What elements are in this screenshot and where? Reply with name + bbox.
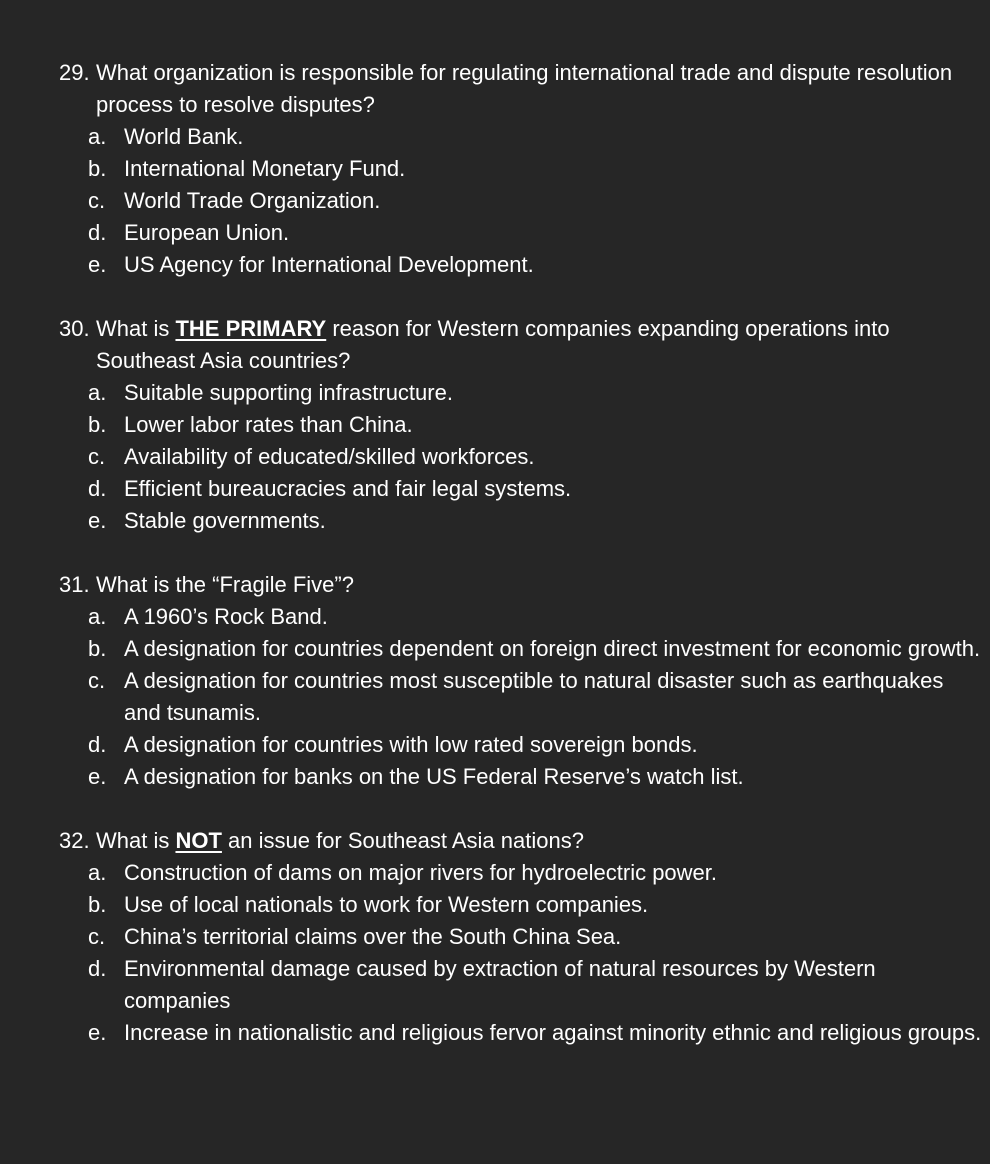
question-29-stem	[0, 57, 990, 121]
question-text-before: What is	[96, 828, 176, 853]
question-32-stem	[0, 825, 990, 857]
option-32-a	[0, 857, 990, 889]
option-text: Availability of educated/skilled workforces.	[124, 444, 535, 469]
option-text: Construction of dams on major rivers for hydroelectric power.	[124, 860, 718, 885]
option-text: Use of local nationals to work for Western companies.	[124, 892, 649, 917]
option-29-a	[0, 121, 990, 153]
option-text: World Trade Organization.	[124, 188, 381, 213]
option-text: China’s territorial claims over the South China Sea.	[124, 924, 622, 949]
option-letter: c.	[88, 188, 106, 213]
option-31-d	[0, 729, 990, 761]
question-emphasis: THE PRIMARY	[175, 316, 327, 341]
option-text: Lower labor rates than China.	[124, 412, 413, 437]
option-letter: e.	[88, 1020, 107, 1045]
option-text: A designation for countries dependent on foreign direct investment for economic growth.	[124, 636, 981, 661]
option-30-e	[0, 505, 990, 537]
option-letter: c.	[88, 444, 106, 469]
option-31-c	[0, 665, 990, 729]
question-29	[0, 57, 990, 281]
option-31-e	[0, 761, 990, 793]
question-number: 32.	[59, 828, 90, 853]
option-32-b	[0, 889, 990, 921]
option-30-c	[0, 441, 990, 473]
question-number: 30.	[59, 316, 90, 341]
question-text: What is the “Fragile Five”?	[96, 572, 354, 597]
option-30-a	[0, 377, 990, 409]
option-text: US Agency for International Development.	[124, 252, 534, 277]
option-29-c	[0, 185, 990, 217]
option-32-d	[0, 953, 990, 1017]
question-number: 29.	[59, 60, 90, 85]
question-30-stem	[0, 313, 990, 377]
question-number: 31.	[59, 572, 90, 597]
option-letter: c.	[88, 668, 106, 693]
option-text: A 1960’s Rock Band.	[124, 604, 328, 629]
question-31	[0, 569, 990, 793]
option-letter: a.	[88, 860, 107, 885]
option-text: Stable governments.	[124, 508, 326, 533]
question-text-after: an issue for Southeast Asia nations?	[221, 828, 584, 853]
option-text: A designation for countries most susceptible to natural disaster such as earthquakes and tsunamis.	[124, 668, 944, 725]
option-30-b	[0, 409, 990, 441]
option-29-b	[0, 153, 990, 185]
option-letter: a.	[88, 604, 107, 629]
question-31-stem	[0, 569, 990, 601]
option-29-e	[0, 249, 990, 281]
option-letter: d.	[88, 220, 107, 245]
option-text: Suitable supporting infrastructure.	[124, 380, 453, 405]
question-30	[0, 313, 990, 537]
option-letter: a.	[88, 380, 107, 405]
option-32-c	[0, 921, 990, 953]
option-text: Efficient bureaucracies and fair legal systems.	[124, 476, 572, 501]
option-text: European Union.	[124, 220, 290, 245]
option-letter: e.	[88, 764, 107, 789]
option-letter: b.	[88, 636, 107, 661]
option-30-d	[0, 473, 990, 505]
quiz-document	[0, 57, 990, 1081]
option-letter: e.	[88, 508, 107, 533]
option-letter: b.	[88, 892, 107, 917]
question-text-after: reason for Western companies expanding operations into Southeast Asia countries?	[96, 316, 890, 373]
option-letter: b.	[88, 156, 107, 181]
option-letter: d.	[88, 476, 107, 501]
option-text: A designation for countries with low rated sovereign bonds.	[124, 732, 698, 757]
option-letter: b.	[88, 412, 107, 437]
option-31-a	[0, 601, 990, 633]
option-text: Environmental damage caused by extraction of natural resources by Western companies	[124, 956, 876, 1013]
option-text: International Monetary Fund.	[124, 156, 406, 181]
option-text: World Bank.	[124, 124, 244, 149]
option-letter: d.	[88, 956, 107, 981]
option-text: A designation for banks on the US Federal Reserve’s watch list.	[124, 764, 744, 789]
option-text: Increase in nationalistic and religious fervor against minority ethnic and religious groups.	[124, 1020, 982, 1045]
option-letter: c.	[88, 924, 106, 949]
option-32-e	[0, 1017, 990, 1049]
option-29-d	[0, 217, 990, 249]
option-letter: a.	[88, 124, 107, 149]
question-text-before: What is	[96, 316, 176, 341]
option-31-b	[0, 633, 990, 665]
question-32	[0, 825, 990, 1049]
question-emphasis: NOT	[175, 828, 222, 853]
option-letter: e.	[88, 252, 107, 277]
option-letter: d.	[88, 732, 107, 757]
question-text: What organization is responsible for regulating international trade and dispute resolution process to resolve disputes?	[96, 60, 953, 117]
